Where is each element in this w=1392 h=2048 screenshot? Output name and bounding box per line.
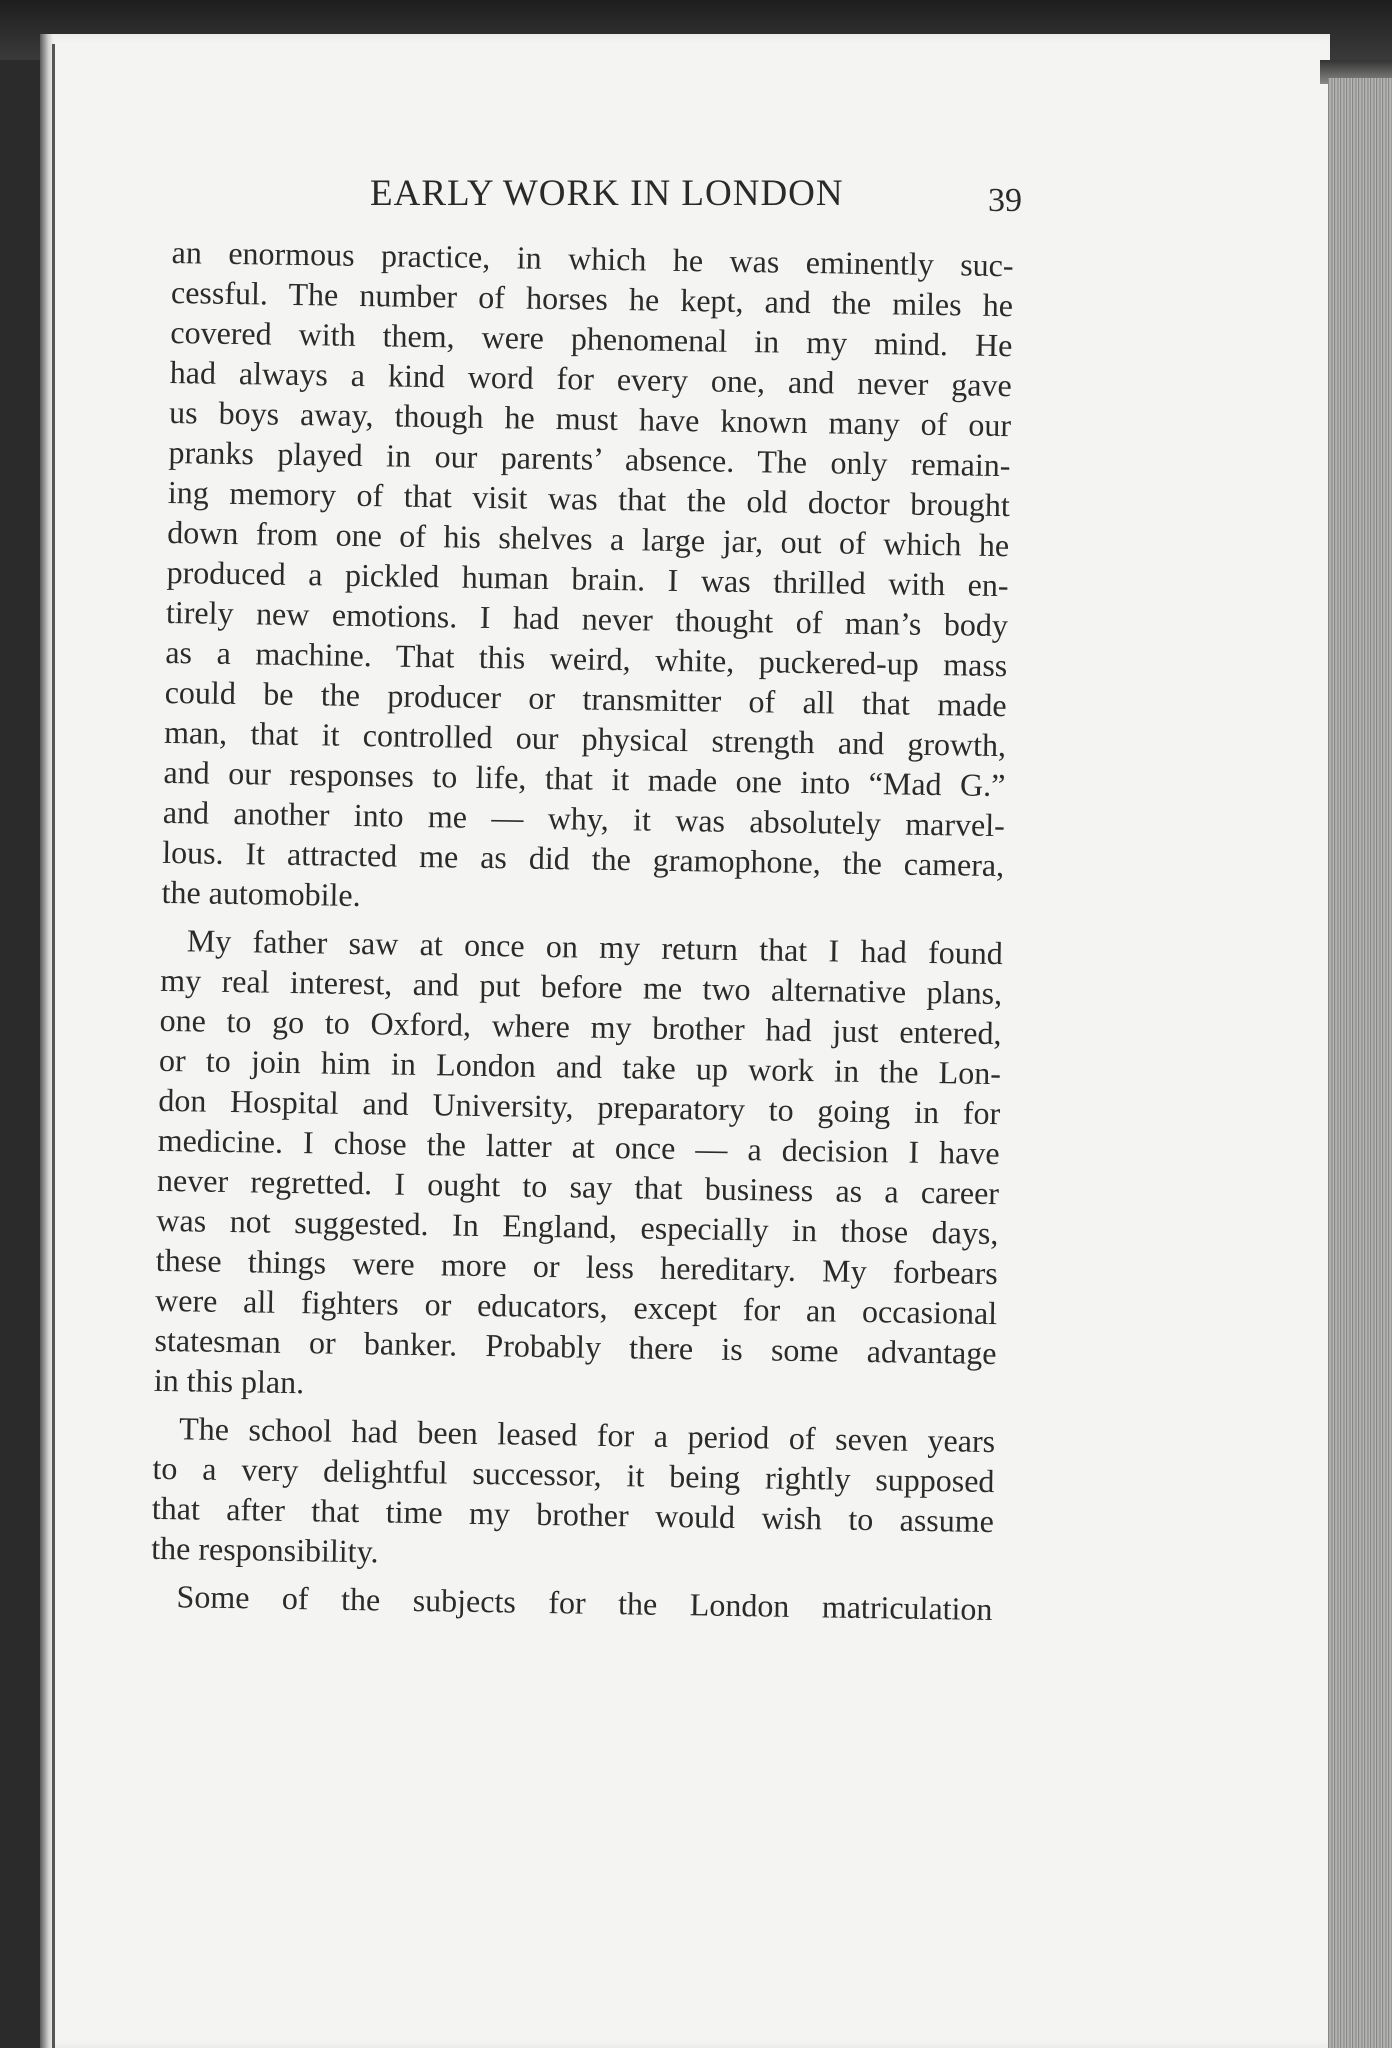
text-line: don Hospital and University, preparatory to going in for (158, 1081, 1001, 1132)
text-line: in this plan. (153, 1361, 305, 1401)
running-head: EARLY WORK IN LONDON (370, 173, 844, 214)
text-line: ing memory of that visit was that the old doctor brought (167, 473, 1011, 524)
text-line: medicine. I chose the latter at once — a decision I have (157, 1121, 1000, 1172)
page-stack-edges (1328, 78, 1392, 2048)
text-line: and our responses to life, that it made one into “Mad G.” (163, 753, 1006, 804)
text-line: or to join him in London and take up work in the Lon- (158, 1041, 1002, 1092)
text-line: produced a pickled human brain. I was thrilled with en- (166, 553, 1009, 604)
text-line: man, that it controlled our physical strength and growth, (163, 713, 1007, 764)
text-line: my real interest, and put before me two alternative plans, (159, 961, 1003, 1012)
text-line: had always a kind word for every one, and never gave (169, 353, 1012, 404)
text-line: never regretted. I ought to say that business as a career (156, 1161, 1000, 1212)
text-line: to a very delightful successor, it being rightly supposed (152, 1449, 995, 1500)
text-line: were all fighters or educators, except for an occasional (154, 1281, 998, 1332)
text-line: as a machine. That this weird, white, puckered-up mass (165, 633, 1008, 684)
text-line: statesman or banker. Probably there is some advantage (154, 1321, 997, 1372)
text-line: one to go to Oxford, where my brother had just entered, (159, 1001, 1002, 1052)
book-spine-edge (52, 44, 55, 2048)
page-header (170, 172, 1050, 222)
text-line: could be the producer or transmitter of all that made (164, 673, 1007, 724)
text-line: these things were more or less hereditary. My forbears (155, 1241, 999, 1292)
text-line: down from one of his shelves a large jar, out of which he (167, 513, 1010, 564)
text-line: The school had been leased for a period of seven years (178, 1410, 996, 1460)
text-line: Some of the subjects for the London matriculation (176, 1578, 993, 1628)
text-line: was not suggested. In England, especially in those days, (156, 1201, 999, 1252)
text-line: covered with them, were phenomenal in my mind. He (170, 313, 1013, 364)
text-line: us boys away, though he must have known many of our (168, 393, 1012, 444)
text-line: and another into me — why, it was absolutely marvel- (162, 793, 1006, 844)
text-line: My father saw at once on my return that I had found (186, 922, 1004, 972)
text-line: tirely new emotions. I had never thought of man’s body (165, 593, 1009, 644)
body-text (150, 232, 1014, 1629)
text-line: the responsibility. (151, 1529, 379, 1570)
text-line: cessful. The number of horses he kept, and the miles he (170, 273, 1014, 324)
page-number: 39 (988, 182, 1022, 219)
text-line: that after that time my brother would wish to assume (151, 1489, 995, 1540)
text-line: lous. It attracted me as did the gramophone, the camera, (161, 833, 1005, 884)
text-line: pranks played in our parents’ absence. The only remain- (168, 433, 1011, 484)
text-line: the automobile. (161, 873, 361, 914)
text-line: an enormous practice, in which he was eminently suc- (171, 233, 1014, 284)
